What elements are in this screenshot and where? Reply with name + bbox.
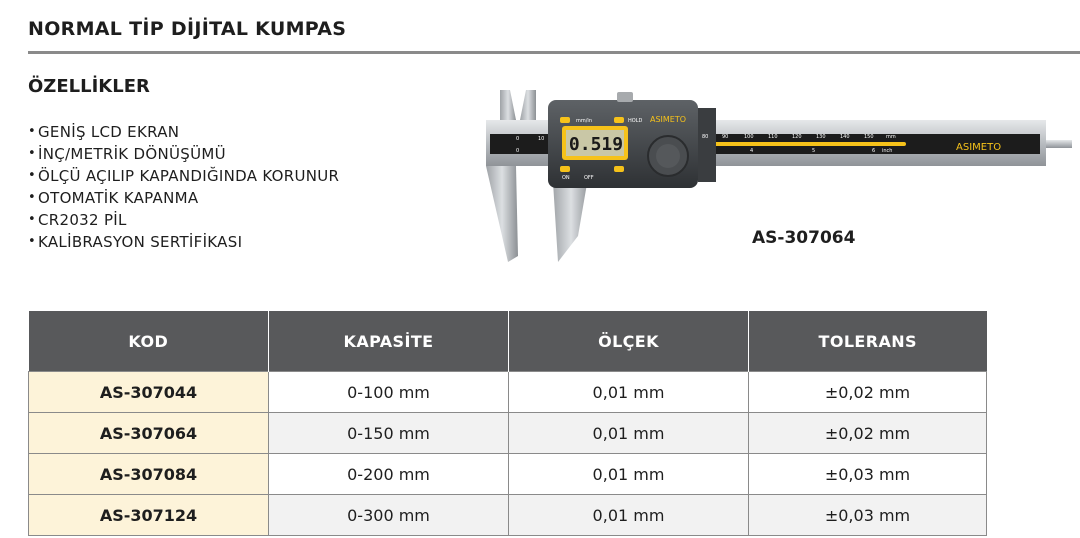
hold-button-icon <box>614 117 624 123</box>
cell-code: AS-307084 <box>29 454 269 495</box>
product-code: AS-307064 <box>752 228 856 248</box>
table-header-row <box>29 311 987 372</box>
off-button-icon <box>614 166 624 172</box>
svg-text:130: 130 <box>816 134 826 140</box>
cell-scale: 0,01 mm <box>509 372 749 413</box>
svg-text:5: 5 <box>812 148 816 154</box>
header-tolerans: TOLERANS <box>749 311 987 372</box>
cell-capacity: 0-100 mm <box>269 372 509 413</box>
lcd-reading: 0.519 <box>568 134 624 155</box>
svg-text:OFF: OFF <box>584 175 594 181</box>
cell-scale: 0,01 mm <box>509 454 749 495</box>
svg-text:80: 80 <box>702 134 709 140</box>
header-kod: KOD <box>29 311 269 372</box>
feature-item: • GENİŞ LCD EKRAN <box>28 123 180 141</box>
upper-sliding-jaw <box>520 90 536 120</box>
depth-rod <box>1046 140 1072 148</box>
features-title: ÖZELLİKLER <box>28 76 150 97</box>
cell-tolerance: ±0,02 mm <box>749 413 987 454</box>
feature-item: • CR2032 PİL <box>28 211 127 229</box>
cell-tolerance: ±0,03 mm <box>749 495 987 536</box>
svg-text:0: 0 <box>516 136 520 142</box>
svg-text:HOLD: HOLD <box>628 118 643 124</box>
spec-table <box>28 311 987 536</box>
on-button-icon <box>560 166 570 172</box>
header-kapasite: KAPASİTE <box>269 311 509 372</box>
cell-scale: 0,01 mm <box>509 413 749 454</box>
svg-text:110: 110 <box>768 134 778 140</box>
features-list <box>28 121 339 253</box>
lock-screw-icon <box>617 92 633 102</box>
svg-text:140: 140 <box>840 134 850 140</box>
feature-item: • ÖLÇÜ AÇILIP KAPANDIĞINDA KORUNUR <box>28 167 340 185</box>
mm-in-button-icon <box>560 117 570 123</box>
svg-text:90: 90 <box>722 134 729 140</box>
title-divider <box>28 51 1080 54</box>
cell-capacity: 0-200 mm <box>269 454 509 495</box>
table-row <box>29 454 987 495</box>
svg-text:0: 0 <box>516 148 520 154</box>
svg-text:150: 150 <box>864 134 874 140</box>
upper-fixed-jaw <box>500 90 516 120</box>
cell-scale: 0,01 mm <box>509 495 749 536</box>
cell-tolerance: ±0,02 mm <box>749 372 987 413</box>
svg-text:ON: ON <box>562 175 570 181</box>
cell-tolerance: ±0,03 mm <box>749 454 987 495</box>
svg-text:mm/in: mm/in <box>576 118 592 124</box>
cell-capacity: 0-300 mm <box>269 495 509 536</box>
feature-item: • İNÇ/METRİK DÖNÜŞÜMÜ <box>28 145 226 163</box>
feature-item: • KALİBRASYON SERTİFİKASI <box>28 233 243 251</box>
cell-code: AS-307064 <box>29 413 269 454</box>
cell-capacity: 0-150 mm <box>269 413 509 454</box>
brand-label: ASIMETO <box>649 115 687 124</box>
svg-text:10: 10 <box>538 136 545 142</box>
table-row <box>29 413 987 454</box>
page-title: NORMAL TİP DİJİTAL KUMPAS <box>28 18 347 40</box>
beam-accent-line <box>696 142 906 146</box>
svg-text:100: 100 <box>744 134 754 140</box>
beam-brand-label: ASIMETO <box>956 142 1002 153</box>
svg-text:120: 120 <box>792 134 802 140</box>
svg-text:inch: inch <box>882 148 893 154</box>
table-row <box>29 372 987 413</box>
svg-text:6: 6 <box>872 148 876 154</box>
header-olcek: ÖLÇEK <box>509 311 749 372</box>
feature-item: • OTOMATİK KAPANMA <box>28 189 199 207</box>
svg-text:mm: mm <box>886 134 896 140</box>
cell-code: AS-307044 <box>29 372 269 413</box>
table-row <box>29 495 987 536</box>
svg-text:4: 4 <box>750 148 754 154</box>
lower-fixed-jaw <box>486 166 518 262</box>
cell-code: AS-307124 <box>29 495 269 536</box>
